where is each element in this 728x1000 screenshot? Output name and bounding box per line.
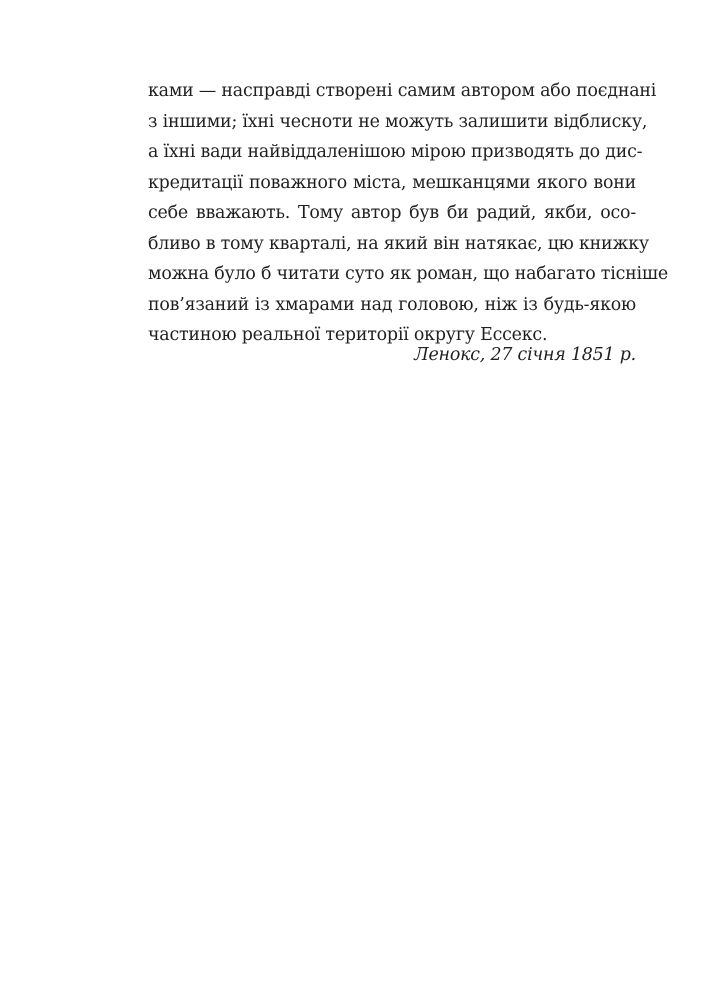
text-line: з іншими; їхні чесноти не можуть залишити відблиску, xyxy=(148,111,648,132)
body-text xyxy=(148,76,668,351)
text-line: пов’язаний із хмарами над головою, ніж із будь-якою xyxy=(148,294,636,315)
text-line: кредитації поважного міста, мешканцями якого вони xyxy=(148,172,636,193)
text-line: а їхні вади найвіддаленішою мірою призводять до дис- xyxy=(148,142,643,162)
signature-date-line: Ленокс, 27 січня 1851 р. xyxy=(414,345,636,365)
text-line: можна було б читати суто як роман, що набагато тісніше xyxy=(148,264,668,284)
text-line: ками — насправді створені самим автором або поєднані xyxy=(148,81,657,101)
text-line: себе вважають. Тому автор був би радий, якби, осо- xyxy=(148,203,636,223)
text-line: частиною реальної території округу Ессекс. xyxy=(148,325,548,345)
text-line: бливо в тому кварталі, на який він натякає, цю книжку xyxy=(148,233,649,254)
